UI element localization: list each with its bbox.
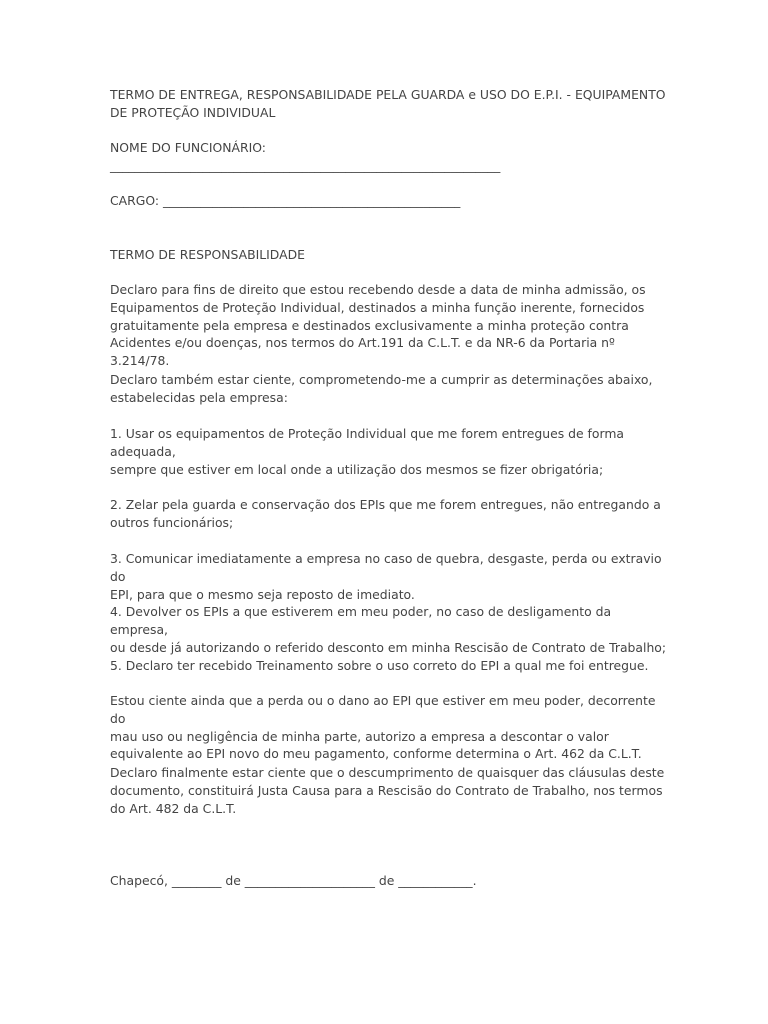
position-line: CARGO: ________________________________________________ [110, 193, 461, 208]
paragraph-declaration: Declaro para fins de direito que estou recebendo desde a data de minha admissão, os Equipamentos de Proteção Individual, destinados a minha função inerente, fornecidos gratuitamente pela empresa e destinados exclusivamente a minha proteção contra Acidentes e/ou doenças, nos termos do Art.191 da C.L.T. e da NR-6 da Portaria nº 3.214/78. [110, 282, 646, 369]
paragraph-damage: Estou ciente ainda que a perda ou o dano ao EPI que estiver em meu poder, decorrente do mau uso ou negligência de minha parte, autorizo a empresa a descontar o valor equivalente ao EPI novo do meu pagamento, conforme determina o Art. 462 da C.L.T. [110, 693, 656, 762]
document-title: TERMO DE ENTREGA, RESPONSABILIDADE PELA GUARDA e USO DO E.P.I. - EQUIPAMENTO DE PROTEÇÃO INDIVIDUAL [110, 87, 666, 120]
date-line: Chapecó, ________ de _____________________ de ____________. [110, 873, 477, 888]
list-item: 2. Zelar pela guarda e conservação dos EPIs que me forem entregues, não entregando a outros funcionários; [110, 497, 661, 530]
list-item: 1. Usar os equipamentos de Proteção Individual que me forem entregues de forma adequada, sempre que estiver em local onde a utilização dos mesmos se fizer obrigatória; [110, 426, 625, 477]
list-item: 3. Comunicar imediatamente a empresa no caso de quebra, desgaste, perda ou extravio do EPI, para que o mesmo seja reposto de imediato. [110, 551, 662, 602]
paragraph-awareness: Declaro também estar ciente, comprometendo-me a cumprir as determinações abaixo, estabelecidas pela empresa: [110, 372, 653, 405]
employee-name-label: NOME DO FUNCIONÁRIO: [110, 140, 266, 155]
list-item: 4. Devolver os EPIs a que estiverem em meu poder, no caso de desligamento da empresa, ou desde já autorizando o referido desconto em minha Rescisão de Contrato de Trabalho; [110, 604, 667, 655]
list-item: 5. Declaro ter recebido Treinamento sobre o uso correto do EPI a qual me foi entregue. [110, 658, 649, 673]
section-heading: TERMO DE RESPONSABILIDADE [110, 247, 305, 262]
employee-name-blank: _______________________________________________________________ [110, 158, 501, 173]
paragraph-just-cause: Declaro finalmente estar ciente que o descumprimento de quaisquer das cláusulas deste documento, constituirá Justa Causa para a Rescisão do Contrato de Trabalho, nos termos do Art. 482 da C.L.T. [110, 765, 665, 816]
